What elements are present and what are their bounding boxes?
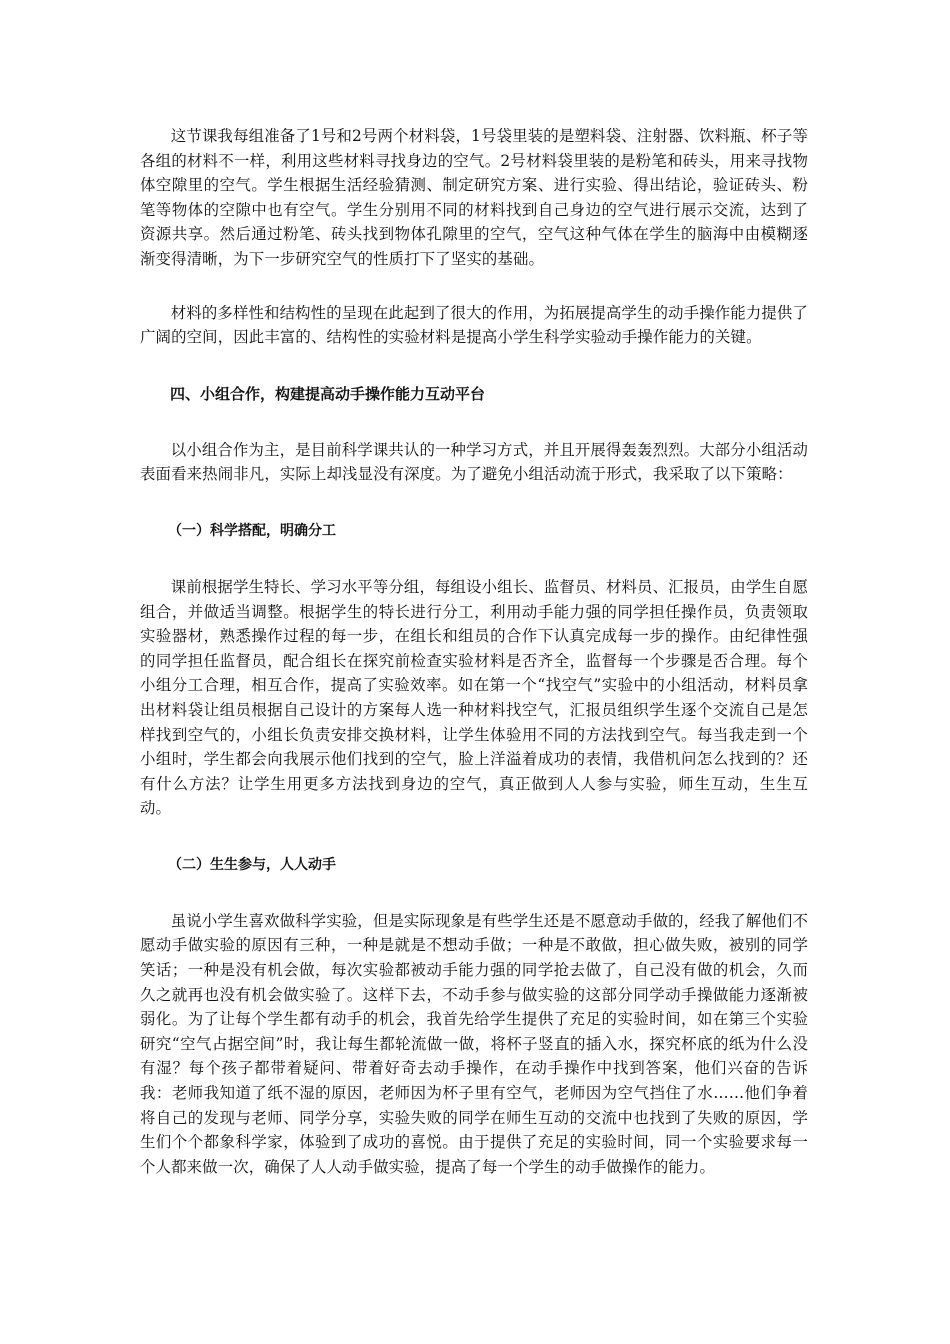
- paragraph-gap: [140, 543, 808, 575]
- sub-heading-division-of-labor: （一）科学搭配，明确分工: [168, 522, 336, 539]
- paragraph-gap: [140, 877, 808, 909]
- paragraph-gap: [140, 272, 808, 301]
- paragraph-gap: [140, 821, 808, 853]
- sub-heading-everyone-participates: （二）生生参与，人人动手: [168, 856, 336, 873]
- paragraph-gap: [140, 487, 808, 519]
- paragraph-gap: [140, 350, 808, 382]
- paragraph-everyone-participates: 虽说小学生喜欢做科学实验，但是实际现象是有些学生还是不愿意动手做的，经我了解他们不愿动手做实验的原因有三种，一种是就是不想动手做；一种是不敢做，担心做失败，被别的同学笑话；一种是没有机会做，每次实验都被动手能力强的同学抢去做了，自己没有做的机会，久而久之就再也没有机会做实验了。这样下去，不动手参与做实验的这部分同学动手操做能力逐渐被弱化。为了让每个学生都有动手的机会，我首先给学生提供了充足的实验时间，如在第三个实验研究“空气占据空间”时，我让每生都轮流做一做，将杯子竖直的插入水，探究杯底的纸为什么没有湿？每个孩子都带着疑问、带着好奇去动手操作，在动手操作中找到答案，他们兴奋的告诉我：老师我知道了纸不湿的原因，老师因为杯子里有空气，老师因为空气挡住了水……他们争着将自己的发现与老师、同学分享，实验失败的同学在师生互动的交流中也找到了失败的原因，学生们个个都象科学家，体验到了成功的喜悦。由于提供了充足的实验时间，同一个实验要求每一个人都来做一次，确保了人人动手做实验，提高了每一个学生的动手做操作的能力。: [140, 911, 808, 1176]
- paragraph-gap: [140, 406, 808, 438]
- paragraph-materials-bags: 这节课我每组准备了1号和2号两个材料袋，1号袋里装的是塑料袋、注射器、饮料瓶、杯子等各组的材料不一样，利用这些材料寻找身边的空气。2号材料袋里装的是粉笔和砖头，用来寻找物体空隙里的空气。学生根据生活经验猜测、制定研究方案、进行实验、得出结论，验证砖头、粉笔等物体的空隙中也有空气。学生分别用不同的材料找到自己身边的空气进行展示交流，达到了资源共享。然后通过粉笔、砖头找到物体孔隙里的空气，空气这种气体在学生的脑海中由模糊逐渐变得清晰，为下一步研究空气的性质打下了坚实的基础。: [140, 127, 808, 268]
- paragraph-materials-diversity: 材料的多样性和结构性的呈现在此起到了很大的作用，为拓展提高学生的动手操作能力提供了广阔的空间，因此丰富的、结构性的实验材料是提高小学生科学实验动手操作能力的关键。: [140, 303, 808, 347]
- section-heading-group-cooperation: 四、小组合作，构建提高动手操作能力互动平台: [170, 384, 486, 403]
- paragraph-group-intro: 以小组合作为主，是目前科学课共认的一种学习方式，并且开展得轰轰烈烈。大部分小组活动表面看来热闹非凡，实际上却浅显没有深度。为了避免小组活动流于形式，我采取了以下策略：: [140, 440, 808, 484]
- paragraph-division-of-labor: 课前根据学生特长、学习水平等分组，每组设小组长、监督员、材料员、汇报员，由学生自愿组合，并做适当调整。根据学生的特长进行分工，利用动手能力强的同学担任操作员，负责领取实验器材，熟悉操作过程的每一步，在组长和组员的合作下认真完成每一步的操作。由纪律性强的同学担任监督员，配合组长在探究前检查实验材料是否齐全，监督每一个步骤是否合理。每个小组分工合理，相互合作，提高了实验效率。如在第一个“找空气”实验中的小组活动，材料员拿出材料袋让组员根据自己设计的方案每人选一种材料找空气，汇报员组织学生逐个交流自己是怎样找到空气的，小组长负责安排交换材料，让学生体验用不同的方法找到空气。每当我走到一个小组时，学生都会向我展示他们找到的空气，脸上洋溢着成功的表情，我借机问怎么找到的？还有什么方法？让学生用更多方法找到身边的空气，真正做到人人参与实验，师生互动，生生互动。: [140, 577, 808, 818]
- document-page: [140, 124, 808, 1179]
